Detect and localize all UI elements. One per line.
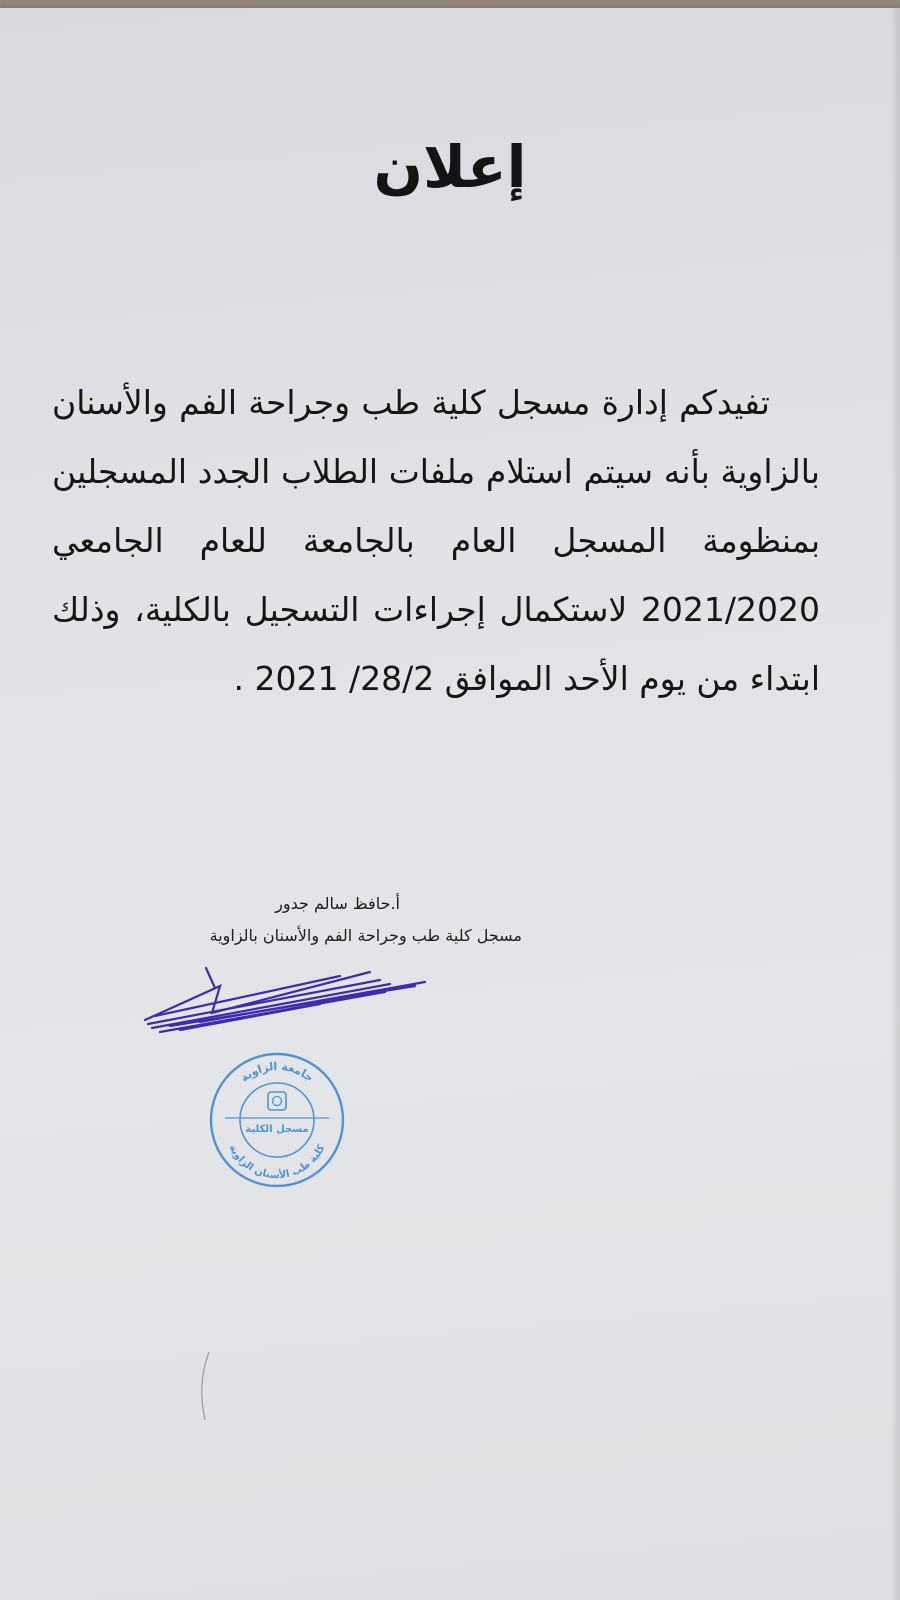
stamp-text-top: جامعة الزاوية xyxy=(237,1059,316,1085)
signer-name: أ.حافظ سالم جدور xyxy=(275,894,400,913)
announcement-title: إعلان xyxy=(373,133,527,201)
handwritten-signature xyxy=(140,958,430,1038)
announcement-body-text: تفيدكم إدارة مسجل كلية طب وجراحة الفم والأسنان بالزاوية بأنه سيتم استلام ملفات الطلاب الجدد المسجلين بمنظومة المسجل العام بالجامعة للعام الجامعي 2021/2020 لاستكمال إجراءات التسجيل بالكلية، وذلك ابتداء من يوم الأحد الموافق 28/2/ 2021 . xyxy=(52,383,820,698)
faint-pencil-mark xyxy=(195,1348,215,1423)
signer-title: مسجل كلية طب وجراحة الفم والأسنان بالزاوية xyxy=(209,926,522,945)
paper-edge-shadow xyxy=(890,8,900,1600)
signature-block xyxy=(70,888,530,952)
stamp-text-bottom: كلية طب الأسنان الزاوية xyxy=(226,1143,328,1182)
stamp-text-middle: مسجل الكلية xyxy=(245,1124,309,1135)
paper-sheet xyxy=(0,8,900,1600)
announcement-body xyxy=(52,368,820,713)
official-stamp xyxy=(205,1048,350,1193)
